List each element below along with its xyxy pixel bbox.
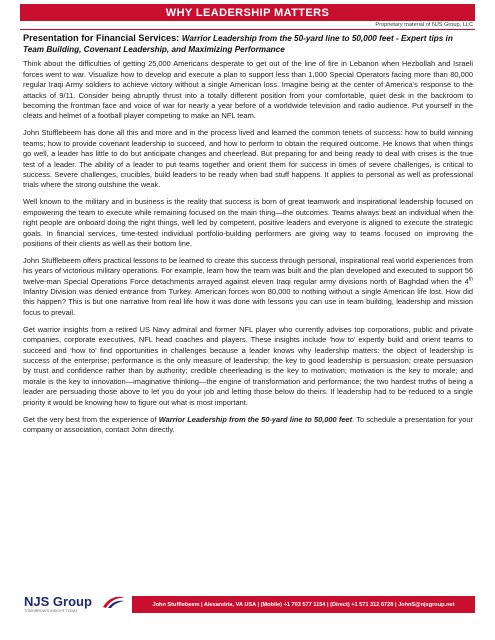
paragraph-4-text-a: John Stufflebeem offers practical lessons to be learned to create this success through personal, inspirational real world experiences from his years of victorious military operations. For example, learn how the team was built and the plan developed and executed to support 56 twelve-man Special Operations Force detachments arrayed against eleven Iraqi regular army divisions north of Baghdad when the 4 — [23, 255, 473, 286]
logo-wordmark: NJS Group — [24, 594, 92, 609]
contact-details: John Stufflebeem | Alexandria, VA USA | (Mobile) +1 703 577 1154 | (Direct) +1 571 312 6728 | JohnS@njsgroup.net — [152, 601, 455, 608]
paragraph-6-text-a: Get the very best from the experience of — [23, 414, 159, 424]
proprietary-notice: Proprietary material of NJS Group, LLC — [375, 22, 473, 28]
paragraph-6 — [23, 415, 473, 436]
njs-group-logo — [24, 593, 128, 617]
header-rule — [20, 29, 475, 30]
page-footer — [20, 593, 475, 617]
paragraph-4 — [23, 256, 473, 318]
page-banner — [20, 4, 475, 21]
document-body — [23, 33, 473, 442]
presentation-headline — [23, 33, 473, 55]
paragraph-6-text-b: . To schedule a presentation for your company or association, contact John directly. — [23, 414, 473, 434]
headline-subtitle: Warrior Leadership from the 50-yard line to 50,000 feet - Expert tips in Team Building, Covenant Leadership, and Maximizing Performance — [23, 34, 453, 55]
paragraph-2: John Stufflebeem has done all this and more and in the process lived and learned the common tenets of success: how to build winning teams; how to provide covenant leadership to succeed, and how to perform to obtain the required outcome. He knows that when things go well, a leader has little to do but anticipate changes and cheerlead. But preparing for and being ready to deal with crises is the true test of a leader. The ability of a leader to put teams together and orient them for success in times of severe challenges, is critical to success. Severe challenges, crucibles, build leaders to be ready when bad stuff happens. It applies to personal as well as professional trials where the strong outshine the weak. — [23, 128, 473, 190]
ordinal-suffix: th — [468, 276, 473, 283]
logo-tagline: TOMORROW'S INSIGHT TODAY — [24, 609, 78, 613]
paragraph-5: Get warrior insights from a retired US Navy admiral and former NFL player who currently advises top corporations, public and private companies, corporate executives, NFL head coaches and players. These insights include ‘how to’ expertly build and orient teams to succeed and ‘how to’ find opportunities in challenges because a leader knows why leadership matters: the object of leadership is success of the enterprise; performance is the only measure of leadership; the key to good leadership is persuasion; create persuasion by trust and confidence rather than by authority; credible cheerleading is the key to motivation; motivation is the key to morale; and morale is the key to innovation—imaginative thinking—the engine of transformation and performance; the two hardest truths of being a leader are persuading those above to let you do your job and letting those below do theirs. If leadership had to be reduced to a single priority it would be knowing how to figure out what is most important. — [23, 324, 473, 407]
headline-lead: Presentation for Financial Services: — [23, 33, 180, 43]
paragraph-4-text-b: Infantry Division was denied entrance from Turkey. American forces won 80,000 to nothing without a single American life lost. How did this happen? This is but one narrative from real life how it was done with lessons you can use in team building, leadership and mission focus to prevail. — [23, 287, 473, 317]
paragraph-1: Think about the difficulties of getting 25,000 Americans desperate to get out of the line of fire in Lebanon when Hezbollah and Israeli forces went to war. Visualize how to develop and execute a plan to support less than 1,000 Special Operators facing more than 80,000 regular Iraqi Army soldiers to achieve victory without a single American loss. Imagine being at the center of America’s response to the attacks of 9/11. Consider being abruptly thrust into a totally different position from your comfortable, quiet desk in the backroom to becoming the frontman face and voice of war for nearly a year before of a worldwide television and radio audience. Put yourself in the cleats and helmet of a football player competing to make an NFL team. — [23, 59, 473, 121]
program-title-emphasis: Warrior Leadership from the 50-yard line to 50,000 feet — [158, 414, 353, 424]
banner-title: WHY LEADERSHIP MATTERS — [165, 6, 330, 19]
paragraph-3: Well known to the military and in business is the reality that success is born of great teamwork and inspirational leadership focused on empowering the team to execute while remaining focused on the main thing—the outcomes. Teams always beat an individual when the right people are onboard doing the right things, well led by competent, positive leaders and everyone is aligned to execute the strategic goals. In financial services, time-tested individual portfolio-building performers are giving way to teams focused on improving the positions of their clients as well as their bottom line. — [23, 197, 473, 248]
contact-bar — [132, 596, 475, 613]
swoosh-icon — [102, 595, 126, 609]
